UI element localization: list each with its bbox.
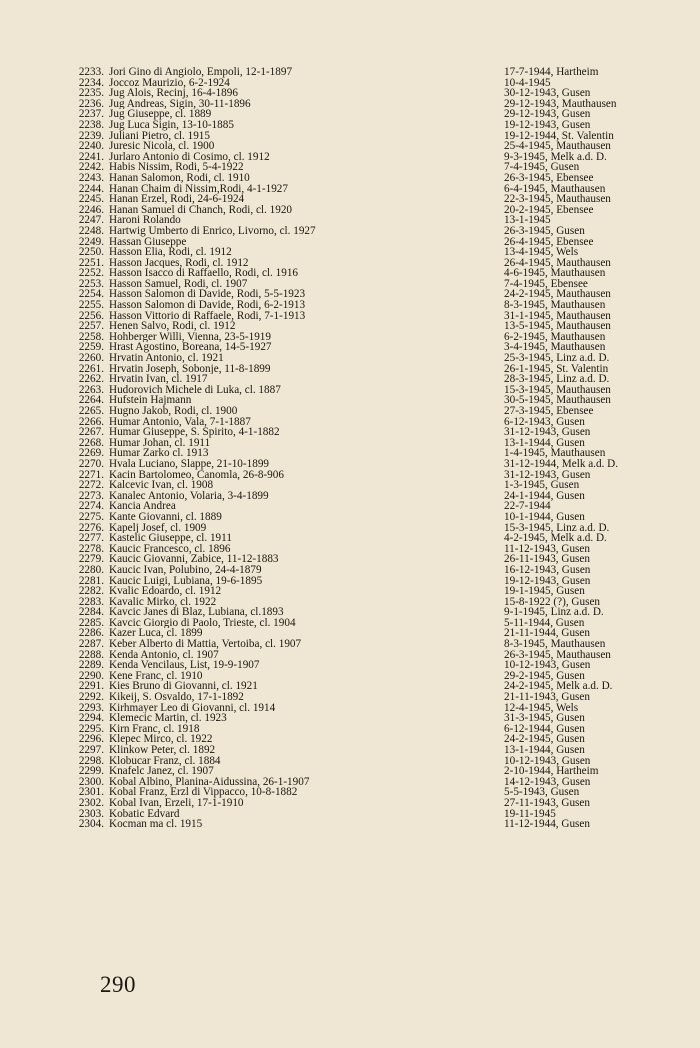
entry-name: Jug Alois, Recinj, 16-4-1896 [109, 88, 238, 99]
entry-name: Humar Antonio, Vala, 7-1-1887 [109, 416, 251, 428]
entry-fate: 13-1-1945 [504, 214, 551, 227]
list-item [70, 67, 670, 78]
entry-number: 2263. [78, 383, 104, 396]
entry-number: 2283. [78, 595, 104, 608]
entry-name: Humar Zarko cl. 1913 [109, 448, 209, 459]
entry-number: 2297. [78, 744, 104, 756]
entry-name: Henen Salvo, Rodi, cl. 1912 [109, 321, 236, 332]
list-item [70, 205, 670, 216]
entry-number: 2243. [78, 171, 104, 184]
entry-fate: 24-1-1944, Gusen [504, 489, 585, 502]
entry-fate: 21-11-1943, Gusen [504, 691, 590, 704]
entry-name: Hartwig Umberto di Enrico, Livorno, cl. 1927 [109, 225, 316, 237]
entry-fate: 12-4-1945, Wels [504, 701, 579, 714]
entry-fate: 24-2-1945, Gusen [504, 733, 585, 746]
entry-name: Keber Alberto di Mattia, Vertoiba, cl. 1907 [109, 639, 302, 650]
entry-number: 2254. [78, 288, 104, 301]
list-item [70, 565, 670, 576]
entry-fate: 7-4-1945, Ebensee [504, 277, 588, 290]
entry-fate: 21-11-1944, Gusen [504, 627, 590, 640]
entry-fate: 31-12-1944, Melk a.d. D. [504, 457, 619, 470]
entry-number: 2239. [78, 129, 104, 142]
entry-fate: 15-8-1922 (?), Gusen [504, 595, 601, 608]
entry-fate: 13-1-1944, Gusen [504, 436, 585, 449]
entry-number: 2240. [78, 140, 104, 153]
entry-number: 2261. [78, 362, 104, 375]
entry-fate: 19-11-1945 [504, 807, 556, 820]
entry-number: 2274. [78, 500, 104, 513]
entry-fate: 26-3-1945, Mauthausen [504, 648, 611, 661]
entry-number: 2267. [78, 426, 104, 439]
entry-number: 2253. [78, 277, 104, 290]
entry-number: 2298. [78, 754, 104, 767]
entry-number: 2269. [78, 447, 104, 460]
entry-fate: 26-3-1945, Ebensee [504, 171, 594, 184]
entry-fate: 8-3-1945, Mauthausen [504, 638, 606, 651]
entry-name: Hasson Isacco di Raffaello, Rodi, cl. 1916 [109, 268, 299, 279]
entry-fate: 4-6-1945, Mauthausen [504, 267, 606, 280]
entry-number: 2280. [78, 563, 104, 576]
entry-name: Hrvatin Ivan, cl. 1917 [109, 374, 208, 385]
entry-fate: 30-5-1945, Mauthausen [504, 394, 611, 407]
entry-number: 2236. [78, 97, 104, 110]
entry-name: Jori Gino di Angiolo, Empoli, 12-1-1897 [109, 67, 293, 78]
entry-name: Knafelc Janez, cl. 1907 [109, 766, 214, 777]
entry-number: 2292. [78, 691, 104, 704]
entry-number: 2286. [78, 627, 104, 640]
entry-fate: 29-12-1943, Gusen [504, 108, 591, 121]
entry-fate: 30-12-1943, Gusen [504, 87, 591, 100]
entry-number: 2272. [78, 479, 104, 492]
entry-name: Kaucic Ivan, Polubino, 24-4-1879 [109, 564, 262, 576]
entry-name: Jurlaro Antonio di Cosimo, cl. 1912 [109, 151, 270, 163]
entry-number: 2257. [78, 320, 104, 333]
entry-name: Juresic Nicola, cl. 1900 [109, 141, 215, 152]
page-number: 290 [100, 972, 136, 997]
entry-fate: 15-3-1945, Mauthausen [504, 383, 611, 396]
entry-name: Klinkow Peter, cl. 1892 [109, 745, 216, 756]
list-item [70, 226, 670, 237]
entry-number: 2260. [78, 352, 104, 365]
entry-fate: 10-12-1943, Gusen [504, 754, 591, 767]
entry-name: Hvala Luciano, Slappe, 21-10-1899 [109, 458, 270, 470]
entry-fate: 3-4-1945, Mauthausen [504, 341, 606, 354]
entry-fate: 26-4-1945, Ebensee [504, 235, 594, 248]
entry-name: Hanan Erzel, Rodi, 24-6-1924 [109, 194, 245, 205]
entry-fate: 13-5-1945, Mauthausen [504, 320, 611, 333]
entry-number: 2279. [78, 553, 104, 566]
entry-name: Humar Giuseppe, S. Spirito, 4-1-1882 [109, 427, 280, 438]
entry-name: Kaucic Luigi, Lubiana, 19-6-1895 [109, 575, 263, 587]
entry-name: Hassan Giuseppe [109, 236, 187, 248]
entry-name: Klobucar Franz, cl. 1884 [109, 755, 221, 767]
entry-fate: 19-1-1945, Gusen [504, 585, 585, 598]
entry-number: 2251. [78, 256, 104, 269]
entry-number: 2277. [78, 532, 104, 545]
list-item [70, 152, 670, 163]
entry-name: Hasson Vittorio di Raffaele, Rodi, 7-1-1913 [109, 310, 306, 322]
entry-fate: 10-12-1943, Gusen [504, 659, 591, 672]
entry-number: 2299. [78, 765, 104, 778]
entry-fate: 19-12-1944, St. Valentin [504, 129, 614, 142]
entry-fate: 26-4-1945, Mauthausen [504, 256, 611, 269]
entry-name: Hanan Salomon, Rodi, cl. 1910 [109, 172, 250, 184]
deportee-list [70, 67, 670, 830]
entry-fate: 7-4-1945, Gusen [504, 161, 580, 174]
entry-name: Hanan Samuel di Chanch, Rodi, cl. 1920 [109, 204, 293, 216]
entry-fate: 1-4-1945, Mauthausen [504, 447, 606, 460]
entry-number: 2281. [78, 574, 104, 587]
entry-fate: 4-2-1945, Melk a.d. D. [504, 532, 607, 545]
entry-number: 2259. [78, 341, 104, 354]
entry-name: Juliani Pietro, cl. 1915 [109, 130, 210, 142]
list-item [70, 798, 670, 809]
entry-number: 2233. [78, 66, 104, 78]
entry-fate: 5-11-1944, Gusen [504, 616, 585, 629]
entry-name: Hrvatin Joseph, Sobonje, 11-8-1899 [109, 363, 271, 375]
entry-number: 2270. [78, 457, 104, 470]
entry-number: 2252. [78, 267, 104, 280]
entry-name: Hugno Jakob, Rodi, cl. 1900 [109, 406, 238, 417]
entry-fate: 28-3-1945, Linz a.d. D. [504, 373, 610, 386]
entry-number: 2276. [78, 521, 104, 534]
entry-name: Kancia Andrea [109, 501, 176, 512]
entry-fate: 10-1-1944, Gusen [504, 510, 585, 523]
entry-number: 2256. [78, 309, 104, 322]
entry-number: 2265. [78, 405, 104, 417]
entry-number: 2245. [78, 193, 104, 206]
entry-number: 2258. [78, 330, 104, 343]
entry-number: 2287. [78, 638, 104, 651]
entry-fate: 24-2-1945, Melk a.d. D. [504, 680, 613, 693]
entry-fate: 9-3-1945, Melk a.d. D. [504, 150, 607, 163]
entry-number: 2295. [78, 722, 104, 735]
list-item [70, 512, 670, 523]
entry-number: 2290. [78, 669, 104, 682]
entry-fate: 20-2-1945, Ebensee [504, 203, 594, 216]
entry-number: 2304. [78, 818, 104, 831]
entry-name: Kavalic Mirko, cl. 1922 [109, 596, 217, 608]
entry-name: Kante Giovanni, cl. 1889 [109, 511, 222, 523]
entry-number: 2300. [78, 775, 104, 788]
entry-number: 2234. [78, 76, 104, 89]
list-item [70, 491, 670, 502]
entry-fate: 6-12-1944, Gusen [504, 722, 585, 735]
entry-name: Kapelj Josef, cl. 1909 [109, 522, 207, 534]
entry-number: 2248. [78, 224, 104, 237]
entry-number: 2291. [78, 680, 104, 693]
list-item [70, 237, 670, 248]
entry-name: Humar Johan, cl. 1911 [109, 437, 211, 449]
entry-name: Kaucic Giovanni, Zabice, 11-12-1883 [109, 554, 279, 565]
entry-name: Kikeij, S. Osvaldo, 17-1-1892 [109, 692, 244, 703]
entry-number: 2241. [78, 150, 104, 163]
entry-number: 2235. [78, 87, 104, 100]
entry-number: 2275. [78, 510, 104, 523]
entry-name: Kacin Bartolomeo, Canomla, 26-8-906 [109, 469, 284, 481]
entry-fate: 24-2-1945, Mauthausen [504, 288, 611, 301]
entry-name: Hasson Salomon di Davide, Rodi, 5-5-1923 [109, 289, 306, 301]
entry-name: Kene Franc, cl. 1910 [109, 670, 203, 682]
entry-name: Kobatic Edvard [109, 808, 180, 820]
entry-number: 2238. [78, 118, 104, 131]
entry-name: Kastelic Giuseppe, cl. 1911 [109, 533, 232, 544]
entry-fate: 22-3-1945, Mauthausen [504, 193, 611, 206]
entry-number: 2262. [78, 373, 104, 386]
entry-number: 2293. [78, 701, 104, 714]
entry-name: Kobal Ivan, Erzeli, 17-1-1910 [109, 797, 244, 809]
entry-fate: 17-7-1944, Hartheim [504, 66, 599, 78]
entry-name: Kaucic Francesco, cl. 1896 [109, 543, 231, 555]
entry-number: 2273. [78, 489, 104, 502]
entry-number: 2247. [78, 214, 104, 227]
entry-number: 2268. [78, 436, 104, 449]
entry-name: Kobal Franz, Erzl di Vippacco, 10-8-1882 [109, 787, 298, 798]
entry-fate: 11-12-1943, Gusen [504, 542, 590, 555]
entry-fate: 22-7-1944 [504, 500, 551, 513]
entry-name: Kenda Vencilaus, List, 19-9-1907 [109, 660, 260, 671]
entry-name: Kanalec Antonio, Volaria, 3-4-1899 [109, 490, 269, 502]
entry-fate: 25-4-1945, Mauthausen [504, 140, 611, 153]
entry-name: Kvalic Edoardo, cl. 1912 [109, 586, 222, 597]
entry-fate: 29-12-1943, Mauthausen [504, 97, 617, 110]
entry-fate: 25-3-1945, Linz a.d. D. [504, 352, 610, 365]
entry-fate: 1-3-1945, Gusen [504, 479, 580, 492]
entry-name: Hrvatin Antonio, cl. 1921 [109, 353, 224, 364]
list-item [70, 459, 670, 470]
entry-name: Jug Giuseppe, cl. 1889 [109, 109, 212, 120]
entry-number: 2278. [78, 542, 104, 555]
entry-name: Klepec Mirco, cl. 1922 [109, 734, 213, 745]
entry-name: Kalcevic Ivan, cl. 1908 [109, 480, 214, 491]
entry-name: Haroni Rolando [109, 215, 181, 226]
entry-number: 2288. [78, 648, 104, 661]
entry-number: 2294. [78, 712, 104, 725]
entry-number: 2285. [78, 616, 104, 629]
entry-fate: 27-11-1943, Gusen [504, 796, 590, 809]
entry-fate: 16-12-1943, Gusen [504, 563, 591, 576]
entry-fate: 31-1-1945, Mauthausen [504, 309, 611, 322]
entry-number: 2264. [78, 394, 104, 407]
entry-name: Kavcic Giorgio di Paolo, Trieste, cl. 1904 [109, 617, 296, 629]
entry-name: Hrast Agostino, Boreana, 14-5-1927 [109, 342, 272, 354]
entry-fate: 9-1-1945, Linz a.d. D. [504, 606, 604, 619]
entry-name: Kazer Luca, cl. 1899 [109, 628, 203, 640]
entry-number: 2271. [78, 468, 104, 481]
entry-fate: 31-12-1943, Gusen [504, 468, 591, 481]
entry-number: 2303. [78, 807, 104, 820]
list-item [70, 173, 670, 184]
entry-fate: 5-5-1943, Gusen [504, 786, 580, 799]
entry-number: 2266. [78, 415, 104, 428]
entry-number: 2301. [78, 786, 104, 799]
entry-fate: 10-4-1945 [504, 76, 551, 89]
entry-number: 2237. [78, 108, 104, 121]
entry-number: 2302. [78, 796, 104, 809]
entry-number: 2242. [78, 161, 104, 174]
entry-fate: 31-3-1945, Gusen [504, 712, 585, 725]
entry-name: Kirn Franc, cl. 1918 [109, 723, 200, 735]
entry-fate: 15-3-1945, Linz a.d. D. [504, 521, 610, 534]
entry-name: Hanan Chaim di Nissim,Rodi, 4-1-1927 [109, 183, 288, 195]
entry-number: 2296. [78, 733, 104, 746]
entry-number: 2255. [78, 299, 104, 312]
entry-fate: 13-4-1945, Wels [504, 246, 579, 259]
entry-number: 2289. [78, 659, 104, 672]
entry-fate: 31-12-1943, Gusen [504, 426, 591, 439]
entry-name: Kobal Albino, Planina-Aidussina, 26-1-1907 [109, 776, 310, 788]
list-item [70, 406, 670, 417]
entry-fate: 6-4-1945, Mauthausen [504, 182, 606, 195]
list-item [70, 120, 670, 131]
entry-name: Hasson Elia, Rodi, cl. 1912 [109, 247, 232, 258]
entry-number: 2244. [78, 182, 104, 195]
entry-name: Kenda Antonio, cl. 1907 [109, 649, 219, 661]
entry-name: Hohberger Willi, Vienna, 23-5-1919 [109, 331, 271, 343]
entry-name: Hasson Jacques, Rodi, cl. 1912 [109, 257, 249, 269]
entry-fate: 6-12-1943, Gusen [504, 415, 585, 428]
entry-name: Hasson Samuel, Rodi, cl. 1907 [109, 278, 248, 290]
entry-name: Kocman ma cl. 1915 [109, 819, 203, 830]
entry-fate: 2-10-1944, Hartheim [504, 765, 599, 778]
entry-name: Klemecic Martin, cl. 1923 [109, 713, 227, 724]
entry-name: Kirhmayer Leo di Giovanni, cl. 1914 [109, 702, 276, 714]
entry-number: 2249. [78, 235, 104, 248]
list-item [70, 777, 670, 788]
entry-number: 2284. [78, 606, 104, 619]
entry-fate: 19-12-1943, Gusen [504, 118, 591, 131]
entry-fate: 13-1-1944, Gusen [504, 744, 585, 756]
entry-name: Jug Andreas, Sigin, 30-11-1896 [109, 98, 251, 110]
list-item [70, 692, 670, 703]
entry-fate: 29-2-1945, Gusen [504, 669, 585, 682]
entry-name: Kavcic Janes di Blaz, Lubiana, cl.1893 [109, 607, 284, 618]
entry-name: Kies Bruno di Giovanni, cl. 1921 [109, 681, 258, 693]
entry-fate: 19-12-1943, Gusen [504, 574, 591, 587]
list-item [70, 819, 670, 830]
entry-name: Hufstein Hajmann [109, 395, 192, 406]
entry-name: Hasson Salomon di Davide, Rodi, 6-2-1913 [109, 300, 306, 311]
entry-name: Joccoz Maurizio, 6-2-1924 [109, 77, 230, 89]
entry-fate: 26-11-1943, Gusen [504, 553, 590, 566]
entry-fate: 26-1-1945, St. Valentin [504, 362, 609, 375]
entry-fate: 11-12-1944, Gusen [504, 818, 590, 831]
list-item [70, 470, 670, 481]
entry-name: Jug Luca Sigin, 13-10-1885 [109, 119, 234, 131]
entry-fate: 26-3-1945, Gusen [504, 224, 585, 237]
entry-name: Hudorovich Michele di Luka, cl. 1887 [109, 384, 281, 396]
entry-fate: 14-12-1943, Gusen [504, 775, 591, 788]
entry-number: 2246. [78, 203, 104, 216]
entry-name: Habis Nissim, Rodi, 5-4-1922 [109, 162, 244, 173]
entry-number: 2250. [78, 246, 104, 259]
entry-fate: 6-2-1945, Mauthausen [504, 330, 606, 343]
entry-fate: 27-3-1945, Ebensee [504, 405, 594, 417]
entry-number: 2282. [78, 585, 104, 598]
entry-fate: 8-3-1945, Mauthausen [504, 299, 606, 312]
list-item [70, 745, 670, 756]
